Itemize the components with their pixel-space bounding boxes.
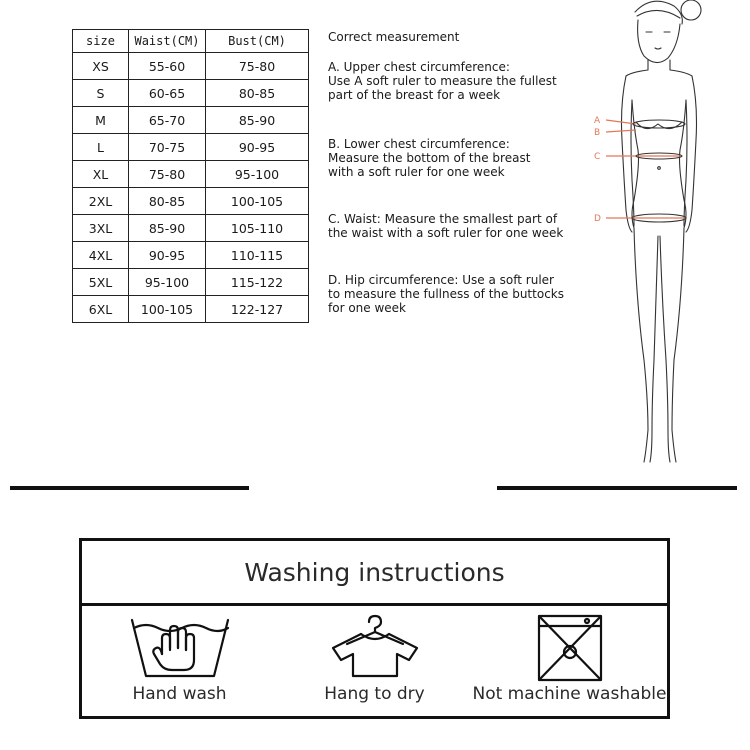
size-cell: M bbox=[73, 107, 129, 134]
measurement-item-c bbox=[328, 212, 598, 240]
wash-item-no-machine-wash bbox=[472, 606, 667, 716]
wash-item-hand-wash bbox=[82, 606, 277, 716]
table-row bbox=[73, 53, 309, 80]
size-chart-table bbox=[72, 29, 309, 323]
hang-to-dry-label: Hang to dry bbox=[324, 684, 425, 704]
measurement-instructions bbox=[328, 30, 598, 315]
bust-cell: 100-105 bbox=[206, 188, 309, 215]
table-row bbox=[73, 161, 309, 188]
table-row bbox=[73, 269, 309, 296]
figure-label-d: D bbox=[594, 214, 601, 224]
hang-dry-icon bbox=[325, 614, 425, 680]
size-cell: 4XL bbox=[73, 242, 129, 269]
body-outline-illustration bbox=[588, 0, 738, 470]
measurement-item-b bbox=[328, 137, 601, 179]
table-row bbox=[73, 215, 309, 242]
divider-right bbox=[497, 486, 737, 490]
measurement-line: the waist with a soft ruler for one week bbox=[328, 226, 564, 240]
size-cell: 5XL bbox=[73, 269, 129, 296]
header-size: size bbox=[73, 30, 129, 53]
table-row bbox=[73, 242, 309, 269]
table-row bbox=[73, 134, 309, 161]
measurement-line: part of the breast for a week bbox=[328, 88, 501, 102]
waist-cell: 95-100 bbox=[129, 269, 206, 296]
measurement-line: to measure the fullness of the buttocks bbox=[328, 287, 564, 301]
figure-label-a: A bbox=[594, 116, 601, 126]
figure-label-c: C bbox=[594, 152, 601, 162]
measurement-line: Measure the bottom of the breast bbox=[328, 151, 531, 165]
bust-cell: 105-110 bbox=[206, 215, 309, 242]
waist-cell: 80-85 bbox=[129, 188, 206, 215]
bust-cell: 110-115 bbox=[206, 242, 309, 269]
measurement-line: B. Lower chest circumference: bbox=[328, 137, 510, 151]
size-cell: S bbox=[73, 80, 129, 107]
waist-cell: 90-95 bbox=[129, 242, 206, 269]
table-row bbox=[73, 296, 309, 323]
body-measurement-figure bbox=[588, 0, 738, 470]
measurement-line: Use A soft ruler to measure the fullest bbox=[328, 74, 557, 88]
wash-item-hang-to-dry bbox=[277, 606, 472, 716]
figure-label-b: B bbox=[594, 128, 601, 138]
measurement-line: C. Waist: Measure the smallest part of bbox=[328, 212, 558, 226]
bust-cell: 75-80 bbox=[206, 53, 309, 80]
bust-cell: 115-122 bbox=[206, 269, 309, 296]
divider-left bbox=[10, 486, 249, 490]
bust-cell: 95-100 bbox=[206, 161, 309, 188]
waist-cell: 75-80 bbox=[129, 161, 206, 188]
hand-wash-label: Hand wash bbox=[132, 684, 227, 704]
waist-cell: 70-75 bbox=[129, 134, 206, 161]
header-bust: Bust(CM) bbox=[206, 30, 309, 53]
table-row bbox=[73, 188, 309, 215]
size-chart-header-row bbox=[73, 30, 309, 53]
bust-cell: 80-85 bbox=[206, 80, 309, 107]
size-cell: 2XL bbox=[73, 188, 129, 215]
washing-title: Washing instructions bbox=[82, 541, 667, 606]
waist-cell: 100-105 bbox=[129, 296, 206, 323]
size-cell: XL bbox=[73, 161, 129, 188]
bust-cell: 122-127 bbox=[206, 296, 309, 323]
measurement-item-a bbox=[328, 60, 598, 102]
table-row bbox=[73, 80, 309, 107]
bust-cell: 90-95 bbox=[206, 134, 309, 161]
waist-cell: 65-70 bbox=[129, 107, 206, 134]
measurement-item-d bbox=[328, 273, 598, 315]
table-row bbox=[73, 107, 309, 134]
waist-cell: 60-65 bbox=[129, 80, 206, 107]
hand-wash-icon bbox=[128, 614, 232, 680]
measurement-line: for one week bbox=[328, 301, 406, 315]
size-cell: 3XL bbox=[73, 215, 129, 242]
size-cell: 6XL bbox=[73, 296, 129, 323]
size-cell: L bbox=[73, 134, 129, 161]
header-waist: Waist(CM) bbox=[129, 30, 206, 53]
bust-cell: 85-90 bbox=[206, 107, 309, 134]
measurement-line: A. Upper chest circumference: bbox=[328, 60, 510, 74]
waist-cell: 85-90 bbox=[129, 215, 206, 242]
size-cell: XS bbox=[73, 53, 129, 80]
measurement-line: D. Hip circumference: Use a soft ruler bbox=[328, 273, 554, 287]
no-machine-wash-icon bbox=[535, 614, 605, 684]
measurement-line: with a soft ruler for one week bbox=[328, 165, 505, 179]
washing-instructions-panel bbox=[79, 538, 670, 719]
measurement-heading: Correct measurement bbox=[328, 30, 460, 44]
waist-cell: 55-60 bbox=[129, 53, 206, 80]
not-machine-washable-label: Not machine washable bbox=[472, 684, 667, 704]
